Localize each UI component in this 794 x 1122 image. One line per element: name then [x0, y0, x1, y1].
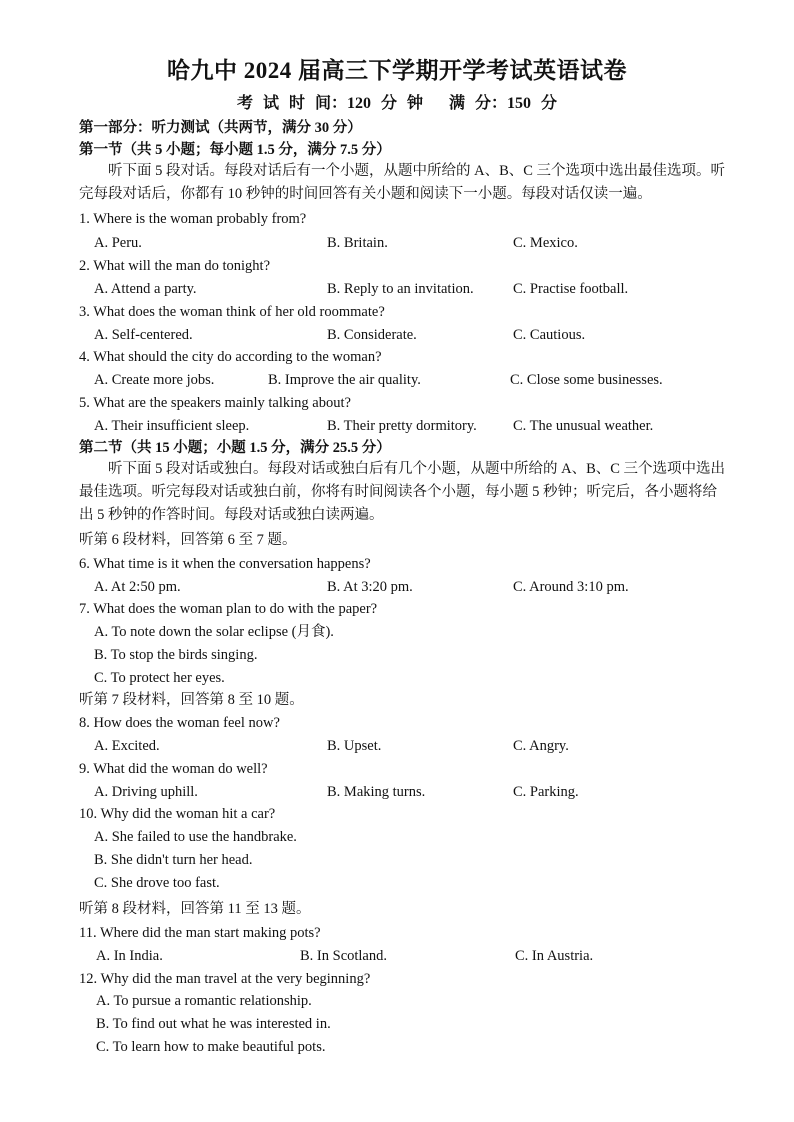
- question-1: 1. Where is the woman probably from?: [79, 211, 307, 227]
- q2-option-c: C. Practise football.: [513, 281, 629, 297]
- exam-subtitle: 考 试 时 间：120 分 钟 满 分：150 分: [236, 95, 557, 112]
- q10-option-a: A. She failed to use the handbrake.: [94, 829, 297, 845]
- q6-option-b: B. At 3:20 pm.: [327, 579, 413, 595]
- q10-option-b: B. She didn't turn her head.: [94, 852, 253, 868]
- q8-option-b: B. Upset.: [327, 738, 382, 754]
- q7-option-c: C. To protect her eyes.: [94, 670, 225, 686]
- q1-option-b: B. Britain.: [327, 235, 388, 251]
- part1-heading: 第一部分：听力测试（共两节，满分 30 分）: [79, 120, 362, 136]
- q4-option-c: C. Close some businesses.: [510, 372, 663, 388]
- q12-option-c: C. To learn how to make beautiful pots.: [96, 1039, 326, 1055]
- q12-option-b: B. To find out what he was interested in.: [96, 1016, 331, 1032]
- question-3: 3. What does the woman think of her old roommate?: [79, 304, 385, 320]
- q1-option-a: A. Peru.: [94, 235, 142, 251]
- q2-option-a: A. Attend a party.: [94, 281, 197, 297]
- q9-option-c: C. Parking.: [513, 784, 579, 800]
- q9-option-b: B. Making turns.: [327, 784, 426, 800]
- q11-option-c: C. In Austria.: [515, 948, 594, 964]
- exam-title: 哈九中 2024 届高三下学期开学考试英语试卷: [167, 58, 627, 83]
- q5-option-a: A. Their insufficient sleep.: [94, 418, 250, 434]
- material-8-note: 听第 8 段材料，回答第 11 至 13 题。: [79, 901, 311, 917]
- q3-option-c: C. Cautious.: [513, 327, 586, 343]
- question-11: 11. Where did the man start making pots?: [79, 925, 321, 941]
- q3-option-a: A. Self-centered.: [94, 327, 193, 343]
- material-6-note: 听第 6 段材料，回答第 6 至 7 题。: [79, 532, 297, 548]
- question-6: 6. What time is it when the conversation happens?: [79, 556, 371, 572]
- q5-option-c: C. The unusual weather.: [513, 418, 654, 434]
- q3-option-b: B. Considerate.: [327, 327, 417, 343]
- section2-heading: 第二节（共 15 小题；小题 1.5 分，满分 25.5 分）: [79, 440, 391, 456]
- material-7-note: 听第 7 段材料，回答第 8 至 10 题。: [79, 692, 304, 708]
- question-9: 9. What did the woman do well?: [79, 761, 268, 777]
- section1-instructions: 听下面 5 段对话。每段对话后有一个小题，从题中所给的 A、B、C 三个选项中选出最佳选项。听完每段对话后，你都有 10 秒钟的时间回答有关小题和阅读下一小题。每段对话仅读一遍。: [79, 163, 726, 202]
- q4-option-a: A. Create more jobs.: [94, 372, 215, 388]
- q7-option-a: A. To note down the solar eclipse (月食).: [94, 624, 334, 640]
- question-7: 7. What does the woman plan to do with the paper?: [79, 601, 378, 617]
- section2-instructions: 听下面 5 段对话或独白。每段对话或独白后有几个小题，从题中所给的 A、B、C 三个选项中选出最佳选项。听完每段对话或独白前，你将有时间阅读各个小题，每小题 5 秒钟；听完后，各小题将给出 5 秒钟的作答时间。每段对话或独白读两遍。: [79, 461, 726, 523]
- question-12: 12. Why did the man travel at the very beginning?: [79, 971, 371, 987]
- q6-option-a: A. At 2:50 pm.: [94, 579, 181, 595]
- q5-option-b: B. Their pretty dormitory.: [327, 418, 477, 434]
- q9-option-a: A. Driving uphill.: [94, 784, 198, 800]
- q8-option-c: C. Angry.: [513, 738, 569, 754]
- question-8: 8. How does the woman feel now?: [79, 715, 280, 731]
- q2-option-b: B. Reply to an invitation.: [327, 281, 474, 297]
- q7-option-b: B. To stop the birds singing.: [94, 647, 258, 663]
- q1-option-c: C. Mexico.: [513, 235, 578, 251]
- q12-option-a: A. To pursue a romantic relationship.: [96, 993, 312, 1009]
- question-10: 10. Why did the woman hit a car?: [79, 806, 276, 822]
- q4-option-b: B. Improve the air quality.: [268, 372, 421, 388]
- section1-heading: 第一节（共 5 小题；每小题 1.5 分，满分 7.5 分）: [79, 142, 391, 158]
- q11-option-b: B. In Scotland.: [300, 948, 387, 964]
- question-5: 5. What are the speakers mainly talking about?: [79, 395, 351, 411]
- q8-option-a: A. Excited.: [94, 738, 160, 754]
- question-2: 2. What will the man do tonight?: [79, 258, 271, 274]
- q10-option-c: C. She drove too fast.: [94, 875, 220, 891]
- q11-option-a: A. In India.: [96, 948, 163, 964]
- question-4: 4. What should the city do according to the woman?: [79, 349, 382, 365]
- q6-option-c: C. Around 3:10 pm.: [513, 579, 629, 595]
